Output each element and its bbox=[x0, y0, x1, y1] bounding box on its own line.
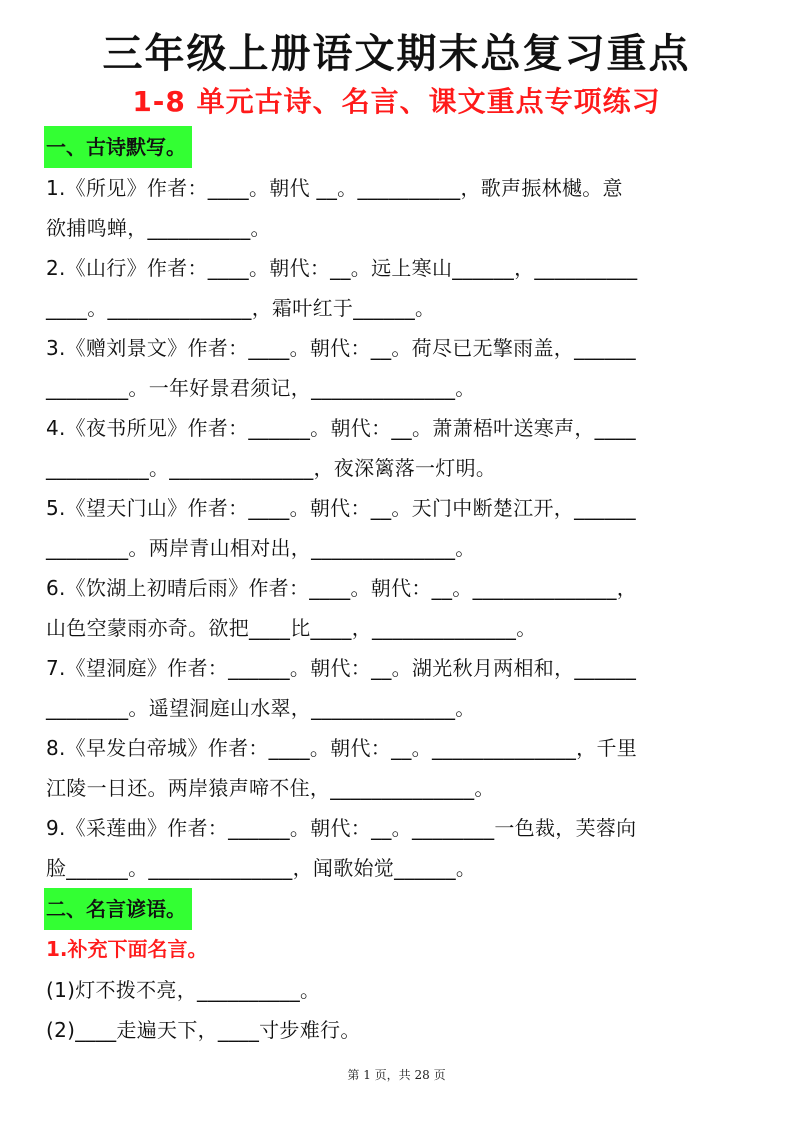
exercise-line: 江陵一日还。两岸猿声啼不住，______________。 bbox=[46, 776, 495, 800]
exercise-line: 山色空蒙雨亦奇。欲把____比____，______________。 bbox=[46, 616, 537, 640]
page-title: 三年级上册语文期末总复习重点 bbox=[102, 31, 691, 77]
exercise-line: ________。遥望洞庭山水翠，______________。 bbox=[46, 696, 476, 720]
exercise-line: 5.《望天门山》作者：____。朝代：__。天门中断楚江开，______ bbox=[46, 496, 636, 520]
exercise-line: 4.《夜书所见》作者：______。朝代：__。萧萧梧叶送寒声，____ bbox=[46, 416, 636, 440]
exercise-line: 7.《望洞庭》作者：______。朝代：__。湖光秋月两相和，______ bbox=[46, 656, 637, 680]
exercise-line: 3.《赠刘景文》作者：____。朝代：__。荷尽已无擎雨盖，______ bbox=[46, 336, 636, 360]
subsection-heading: 1.补充下面名言。 bbox=[46, 937, 208, 961]
exercise-line: 2.《山行》作者：____。朝代：__。远上寒山______，__________ bbox=[46, 256, 638, 280]
section-heading-quotes: 二、名言谚语。 bbox=[44, 888, 192, 930]
exercise-line: ________。一年好景君须记，______________。 bbox=[46, 376, 476, 400]
exercise-line: (1)灯不拨不亮，__________。 bbox=[46, 978, 321, 1002]
section-heading-poems: 一、古诗默写。 bbox=[44, 126, 192, 168]
exercise-line: __________。______________，夜深篱落一灯明。 bbox=[46, 456, 497, 480]
exercise-line: ________。两岸青山相对出，______________。 bbox=[46, 536, 476, 560]
poem-exercise-list bbox=[46, 168, 750, 888]
exercise-line: 6.《饮湖上初晴后雨》作者：____。朝代：__。______________， bbox=[46, 576, 638, 600]
exercise-line: ____。______________，霜叶红于______。 bbox=[46, 296, 436, 320]
page-subtitle: 1-8 单元古诗、名言、课文重点专项练习 bbox=[132, 85, 661, 118]
exercise-line: 1.《所见》作者：____。朝代 __。__________，歌声振林樾。意 bbox=[46, 176, 623, 200]
exercise-line: (2)____走遍天下，____寸步难行。 bbox=[46, 1018, 361, 1042]
page-footer: 第 1 页，共 28 页 bbox=[347, 1068, 446, 1082]
exercise-line: 脸______。______________，闻歌始觉______。 bbox=[46, 856, 477, 880]
quote-exercise-list bbox=[46, 970, 750, 1050]
exercise-line: 8.《早发白帝城》作者：____。朝代：__。______________，千里 bbox=[46, 736, 638, 760]
exercise-line: 欲捕鸣蝉，__________。 bbox=[46, 216, 271, 240]
exercise-line: 9.《采莲曲》作者：______。朝代：__。________一色裁，芙蓉向 bbox=[46, 816, 637, 840]
